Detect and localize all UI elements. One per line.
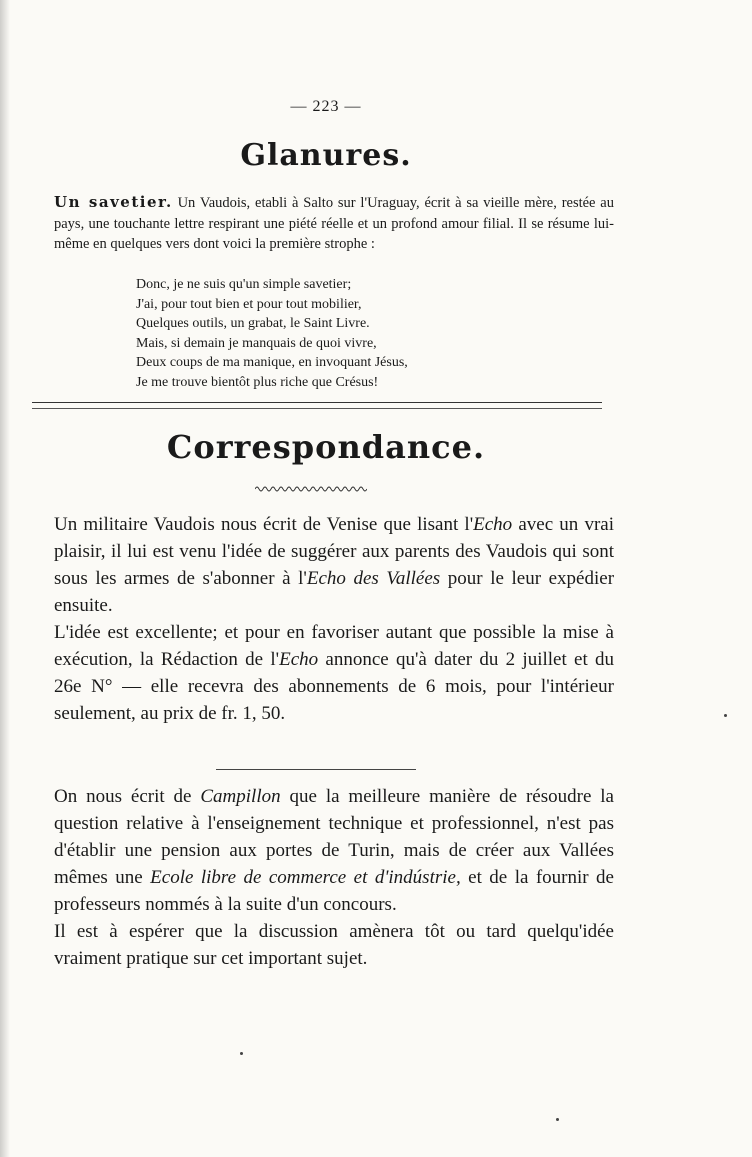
glanures-paragraph bbox=[54, 192, 614, 255]
scan-speck bbox=[556, 1118, 559, 1121]
italic-run: Ecole libre de commerce et d'indústrie, bbox=[150, 867, 461, 888]
page-edge-shadow bbox=[0, 0, 10, 1157]
section-divider bbox=[32, 402, 602, 409]
text-run: pour le leur expédier ensuite. bbox=[54, 568, 615, 616]
italic-run: Echo bbox=[473, 514, 513, 535]
correspondance-paragraph-4: Il est à espérer que la discussion amènera tôt ou tard quelqu'idée vraiment pratique sur cet important sujet. bbox=[54, 921, 614, 969]
text-run: et de la fournir de professeurs nommés à la suite d'un concours. bbox=[54, 867, 614, 915]
poem-line: Deux coups de ma manique, en invoquant Jésus, bbox=[136, 355, 408, 371]
correspondance-block-1 bbox=[54, 511, 614, 727]
lead-heading: Un savetier. bbox=[54, 193, 173, 211]
paragraph-divider bbox=[216, 769, 416, 770]
correspondance-paragraph-1 bbox=[54, 511, 614, 619]
section-title-correspondance: Correspondance. bbox=[166, 428, 486, 466]
section-title-glanures: Glanures. bbox=[240, 138, 412, 173]
text-run: On nous écrit de bbox=[54, 786, 201, 807]
text-run: annonce qu'à dater du 2 juillet et du 26e N° — elle recevra des abonnements de 6 mois, pour l'intérieur seulement, au prix de fr. 1, 50. bbox=[54, 649, 615, 724]
italic-run: Campillon bbox=[200, 786, 281, 807]
scan-speck bbox=[724, 714, 727, 717]
text-run: L'idée est excellente; et pour en favoriser autant que possible la mise à exécution, la Rédaction de l' bbox=[54, 622, 614, 670]
poem-line: J'ai, pour tout bien et pour tout mobilier, bbox=[136, 296, 362, 312]
italic-run: Echo bbox=[279, 649, 319, 670]
ornament-squiggle bbox=[255, 485, 367, 493]
correspondance-block-2 bbox=[54, 783, 614, 972]
poem-line: Quelques outils, un grabat, le Saint Livre. bbox=[136, 316, 370, 332]
poem-line: Je me trouve bientôt plus riche que Crésus! bbox=[136, 374, 379, 390]
poem-stanza bbox=[136, 275, 408, 393]
correspondance-paragraph-2 bbox=[54, 619, 614, 727]
glanures-body: Un Vaudois, etabli à Salto sur l'Uraguay, écrit à sa vieille mère, restée au pays, une touchante lettre respirant une piété réelle et un profond amour filial. Il se résume lui-même en quelques vers dont voici la première strophe : bbox=[54, 195, 614, 252]
page-number: — 223 — bbox=[290, 98, 362, 115]
text-run: que la meilleure manière de résoudre la question relative à l'enseignement technique et professionnel, n'est pas d'établir une pension aux portes de Turin, mais de créer aux Vallées mêmes une bbox=[54, 786, 614, 888]
poem-line: Donc, je ne suis qu'un simple savetier; bbox=[136, 277, 352, 292]
italic-run: Echo des Vallées bbox=[306, 568, 441, 589]
text-run: avec un vrai plaisir, il lui est venu l'idée de suggérer aux parents des Vaudois qui sont sous les armes de s'abonner à l' bbox=[54, 514, 614, 589]
text-run: Un militaire Vaudois nous écrit de Venise que lisant l' bbox=[54, 514, 474, 535]
poem-line: Mais, si demain je manquais de quoi vivre, bbox=[136, 335, 377, 351]
scan-speck bbox=[240, 1052, 243, 1055]
correspondance-paragraph-3 bbox=[54, 783, 614, 918]
